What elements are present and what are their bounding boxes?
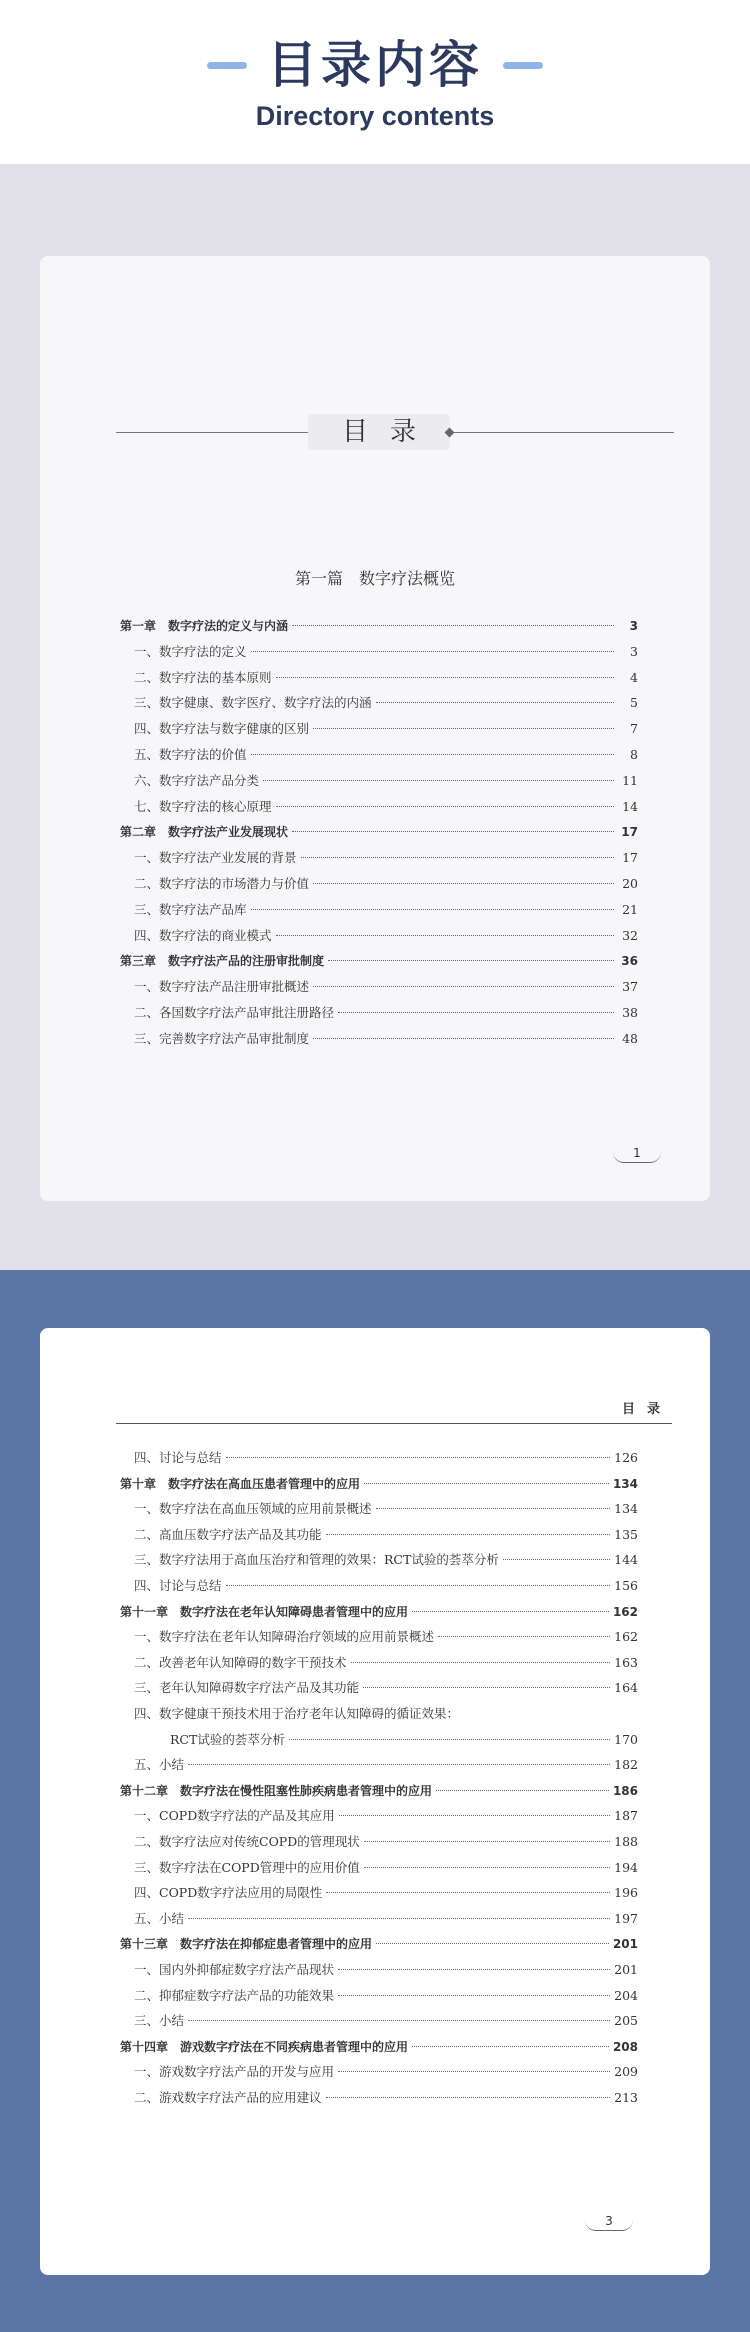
toc-dot-leader: [301, 857, 614, 858]
toc-entry-page: 14: [622, 798, 638, 814]
toc-section-entry: [134, 1832, 638, 1852]
toc-section-entry: [134, 1909, 638, 1929]
toc-section-entry: [134, 1003, 638, 1023]
toc-chapter-entry: [120, 1781, 638, 1801]
toc-dot-leader: [326, 1892, 610, 1893]
toc-dot-leader: [364, 1867, 610, 1868]
toc-entry-page: 156: [614, 1578, 638, 1593]
toc-entry-page: 134: [614, 1501, 638, 1517]
header: [0, 0, 750, 164]
toc-entry-title: 四、数字疗法与数字健康的区别: [134, 721, 310, 737]
toc-dot-leader: [188, 1918, 610, 1919]
toc-dot-leader: [326, 1534, 611, 1535]
toc-dot-leader: [412, 1611, 609, 1612]
toc-section-entry: [134, 977, 638, 997]
toc-dot-leader: [292, 625, 614, 626]
toc-dot-leader: [438, 1636, 610, 1637]
page-number: 1: [633, 1146, 641, 1160]
toc-entry-title: 三、数字疗法用于高血压治疗和管理的效果：RCT试验的荟萃分析: [134, 1552, 499, 1568]
toc-entry-title: 四、讨论与总结: [134, 1450, 222, 1465]
toc-entry-page: 37: [622, 979, 638, 995]
toc-section-entry: [134, 1986, 638, 2006]
toc-dot-leader: [338, 2071, 610, 2072]
toc-entry-page: 126: [614, 1450, 638, 1465]
toc-entry-page: 209: [614, 2064, 638, 2080]
toc-entry-title: 二、各国数字疗法产品审批注册路径: [134, 1005, 335, 1020]
toc-entry-page: 204: [614, 1987, 638, 2003]
toc-dot-leader: [276, 677, 614, 678]
toc-entry-page: 208: [612, 2039, 638, 2054]
toc-entry-title: 二、高血压数字疗法产品及其功能: [134, 1526, 322, 1542]
toc-dot-leader: [338, 1969, 610, 1970]
toc-entry-title: 五、数字疗法的价值: [134, 747, 247, 762]
toc-entry-title: 一、数字疗法的定义: [134, 643, 247, 659]
toc-dot-leader: [363, 1687, 610, 1688]
toc-section-entry: [134, 1653, 638, 1673]
toc-entry-title: 六、数字疗法产品分类: [134, 772, 260, 788]
toc-entry-page: 11: [622, 772, 638, 788]
toc-chapter-entry: [120, 951, 638, 971]
toc-dot-leader: [313, 986, 614, 987]
toc-dot-leader: [188, 2020, 610, 2021]
part-title: 第一篇 数字疗法概览: [294, 569, 455, 588]
toc-entry-title: 一、数字疗法在老年认知障碍治疗领域的应用前景概述: [134, 1629, 435, 1645]
toc-section-entry: [134, 1704, 638, 1724]
toc-chapter-entry: [120, 2037, 638, 2057]
toc-dot-leader: [376, 1508, 611, 1509]
toc-dot-leader: [188, 1764, 610, 1765]
toc-entry-page: 188: [614, 1834, 638, 1849]
toc-section-entry: [134, 668, 638, 688]
header-subtitle: Directory contents: [255, 101, 495, 131]
toc-entry-title: 三、完善数字疗法产品审批制度: [134, 1030, 310, 1046]
toc-section-entry: [134, 745, 638, 765]
toc-section-entry: [134, 2011, 638, 2031]
toc-section-entry: [134, 642, 638, 662]
mulu-rule-right: [454, 432, 674, 433]
toc-entry-page: 164: [614, 1680, 638, 1696]
toc-section-entry: [134, 719, 638, 739]
toc-entry-title: 一、数字疗法在高血压领域的应用前景概述: [134, 1501, 372, 1517]
toc-dot-leader: [503, 1559, 610, 1560]
toc-dot-leader: [338, 1995, 610, 1996]
toc-section-entry: [134, 1525, 638, 1545]
toc-dot-leader: [313, 883, 614, 884]
toc-entry-page: 8: [630, 747, 638, 762]
toc-section-entry: [134, 874, 638, 894]
toc-entry-page: 170: [614, 1731, 638, 1747]
toc-entry-page: 17: [622, 850, 638, 866]
toc-entry-page: 32: [622, 927, 638, 943]
toc-entry-page: 201: [614, 1962, 638, 1977]
toc-dot-leader: [313, 728, 614, 729]
toc-chapter-entry: [120, 1934, 638, 1954]
toc-entry-page: 17: [621, 825, 638, 840]
toc-section-entry: [134, 1448, 638, 1468]
toc-dot-leader: [251, 651, 614, 652]
toc-entry-page: 163: [614, 1654, 638, 1670]
toc-entry-page: 38: [622, 1005, 638, 1020]
toc-section-entry: [134, 1678, 638, 1698]
toc-dot-leader: [436, 1790, 609, 1791]
toc-entry-title: 四、COPD数字疗法应用的局限性: [134, 1885, 323, 1901]
toc-entry-title: 一、COPD数字疗法的产品及其应用: [134, 1808, 335, 1824]
toc-entry-page: 135: [614, 1526, 638, 1542]
toc-entry-title: 五、小结: [134, 1910, 185, 1926]
toc-entry-title: 第一章 数字疗法的定义与内涵: [120, 619, 289, 633]
toc-entry-title: 二、数字疗法应对传统COPD的管理现状: [134, 1834, 360, 1849]
toc-dot-leader: [376, 702, 614, 703]
toc-dot-leader: [364, 1841, 610, 1842]
toc-section-entry: [134, 1883, 638, 1903]
toc-entry-title: 三、数字疗法产品库: [134, 901, 247, 917]
toc-section-entry: [134, 2062, 638, 2082]
toc-entry-page: 144: [614, 1552, 638, 1568]
toc-entry-title: 二、数字疗法的基本原则: [134, 669, 272, 685]
toc-entry-title: 四、讨论与总结: [134, 1578, 222, 1593]
header-title: 目录内容: [267, 36, 483, 94]
toc-section-entry: [134, 926, 638, 946]
toc-entry-title: 四、数字疗法的商业模式: [134, 927, 272, 943]
toc-dot-leader: [289, 1739, 610, 1740]
toc-dot-leader: [339, 1815, 610, 1816]
toc-entry-page: 134: [612, 1476, 638, 1491]
toc-section-entry: [134, 2088, 638, 2108]
toc-entry-page: 162: [614, 1629, 638, 1645]
toc-page-2: [40, 1328, 710, 2275]
toc-entry-title: 四、数字健康干预技术用于治疗老年认知障碍的循证效果：: [134, 1706, 460, 1721]
toc-dot-leader: [226, 1457, 611, 1458]
toc-section-entry: [134, 797, 638, 817]
toc-entry-title: 二、数字疗法的市场潜力与价值: [134, 876, 310, 891]
toc-dot-leader: [276, 935, 614, 936]
toc-entry-title: 一、国内外抑郁症数字疗法产品现状: [134, 1962, 335, 1977]
running-header-rule: [116, 1423, 672, 1424]
toc-entry-title: 三、小结: [134, 2013, 185, 2029]
toc-dot-leader: [251, 909, 614, 910]
toc-entry-title: 第十四章 游戏数字疗法在不同疾病患者管理中的应用: [120, 2039, 409, 2054]
toc-section-entry: [134, 771, 638, 791]
toc-dot-leader: [364, 1483, 609, 1484]
toc-entry-title: 一、数字疗法产业发展的背景: [134, 850, 297, 866]
toc-entry-page: 201: [612, 1937, 638, 1952]
toc-section-entry: [170, 1730, 638, 1750]
toc-entry-page: 36: [621, 954, 638, 969]
toc-dot-leader: [326, 2097, 611, 2098]
toc-section-entry: [134, 900, 638, 920]
toc-dot-leader: [263, 780, 614, 781]
toc-entry-page: 205: [614, 2013, 638, 2029]
toc-dot-leader: [328, 960, 614, 961]
toc-chapter-entry: [120, 1602, 638, 1622]
toc-dot-leader: [351, 1662, 611, 1663]
toc-entry-title: 第十二章 数字疗法在慢性阻塞性肺疾病患者管理中的应用: [120, 1783, 433, 1798]
toc-entry-page: 5: [630, 695, 638, 711]
toc-entry-page: 21: [622, 901, 638, 917]
toc-entry-title: 五、小结: [134, 1757, 185, 1773]
toc-section-entry: [134, 1858, 638, 1878]
toc-section-entry: [134, 1806, 638, 1826]
toc-entry-title: 二、抑郁症数字疗法产品的功能效果: [134, 1987, 335, 2003]
toc-section-entry: [134, 1029, 638, 1049]
toc-entry-title: 第三章 数字疗法产品的注册审批制度: [120, 954, 325, 969]
toc-chapter-entry: [120, 1474, 638, 1494]
toc-entry-title: 二、游戏数字疗法产品的应用建议: [134, 2090, 322, 2105]
toc-entry-page: 162: [612, 1604, 638, 1619]
running-header: 目录: [621, 1402, 672, 1417]
toc-entry-title: 三、数字健康、数字医疗、数字疗法的内涵: [134, 695, 372, 711]
toc-chapter-entry: [120, 822, 638, 842]
toc-section-entry: [134, 693, 638, 713]
toc-entry-page: 3: [630, 643, 638, 659]
header-bar-right: [503, 62, 543, 69]
toc-dot-leader: [376, 1943, 609, 1944]
toc-entry-page: 196: [614, 1885, 638, 1901]
toc-dot-leader: [276, 806, 614, 807]
toc-entry-page: 4: [630, 669, 638, 685]
toc-entry-title: 第二章 数字疗法产业发展现状: [120, 825, 289, 840]
toc-entry-title: 七、数字疗法的核心原理: [134, 798, 272, 814]
toc-entry-page: 194: [614, 1859, 638, 1875]
toc-entry-title: 一、数字疗法产品注册审批概述: [134, 979, 310, 995]
toc-entry-title: 第十三章 数字疗法在抑郁症患者管理中的应用: [120, 1937, 373, 1952]
toc-entry-title: RCT试验的荟萃分析: [170, 1731, 285, 1747]
toc-dot-leader: [412, 2046, 609, 2047]
toc-section-entry: [134, 1755, 638, 1775]
toc-entry-page: 186: [612, 1783, 638, 1798]
toc-section-entry: [134, 1960, 638, 1980]
toc-chapter-entry: [120, 616, 638, 636]
mulu-rule-left: [116, 432, 340, 433]
toc-section-entry: [134, 848, 638, 868]
mulu-title: 目录: [341, 417, 438, 447]
toc-entry-page: 187: [614, 1808, 638, 1824]
toc-entry-title: 二、改善老年认知障碍的数字干预技术: [134, 1654, 347, 1670]
toc-dot-leader: [292, 831, 614, 832]
toc-dot-leader: [251, 754, 614, 755]
toc-entry-page: 213: [614, 2090, 638, 2105]
toc-entry-page: 182: [614, 1757, 638, 1773]
toc-dot-leader: [226, 1585, 611, 1586]
toc-entry-title: 三、数字疗法在COPD管理中的应用价值: [134, 1859, 360, 1875]
toc-entry-title: 第十一章 数字疗法在老年认知障碍患者管理中的应用: [120, 1604, 409, 1619]
toc-dot-leader: [338, 1012, 614, 1013]
toc-section-entry: [134, 1499, 638, 1519]
toc-dot-leader: [313, 1038, 614, 1039]
toc-entry-title: 第十章 数字疗法在高血压患者管理中的应用: [120, 1476, 361, 1491]
toc-section-entry: [134, 1576, 638, 1596]
toc-entry-page: 48: [622, 1030, 638, 1046]
toc-section-entry: [134, 1627, 638, 1647]
toc-entry-page: 7: [630, 721, 638, 737]
toc-entry-page: 3: [629, 619, 638, 633]
toc-entry-title: 一、游戏数字疗法产品的开发与应用: [134, 2064, 335, 2080]
toc-section-entry: [134, 1550, 638, 1570]
toc-entry-page: 197: [614, 1910, 638, 1926]
toc-page-1: [40, 256, 710, 1201]
page-number: 3: [605, 2214, 613, 2228]
toc-entry-page: 20: [622, 876, 638, 891]
toc-entry-title: 三、老年认知障碍数字疗法产品及其功能: [134, 1680, 360, 1696]
